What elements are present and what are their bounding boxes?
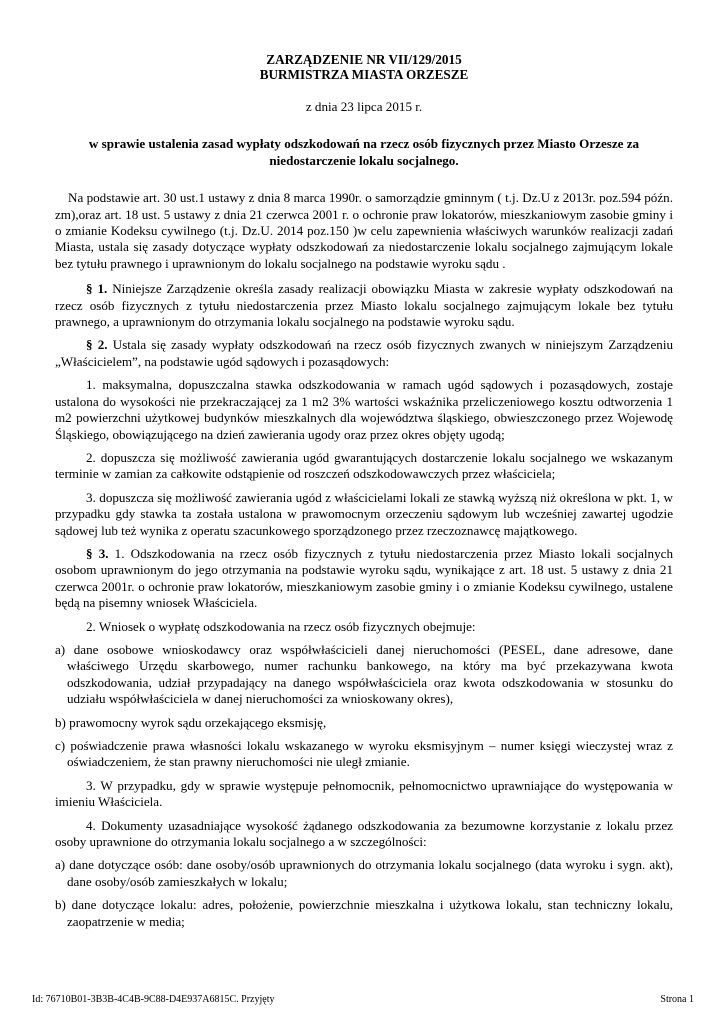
section-2-label: § 2. (86, 337, 108, 353)
document-page (55, 52, 673, 930)
title-line-1: ZARZĄDZENIE NR VII/129/2015 (266, 52, 462, 67)
section-3 (55, 546, 673, 612)
section-3-item-c: c) poświadczenie prawa własności lokalu wskazanego w wyroku eksmisyjnym – numer księgi wieczystej wraz z oświadczeniem, że stan prawny nieruchomości nie uległ zmianie. (55, 738, 673, 770)
document-date: z dnia 23 lipca 2015 r. (305, 99, 423, 114)
legal-basis-paragraph: Na podstawie art. 30 ust.1 ustawy z dnia 8 marca 1990r. o samorządzie gminnym ( t.j. Dz.U z 2013r. poz.594 późn. zm),oraz art. 18 ust. 5 ustawy z dnia 21 czerwca 2001 r. o ochronie praw lokatorów, mieszkaniowym zasobie gminy i o zmianie Kodeksu cywilnego (t.j. Dz.U. 2014 poz.150 )w celu zapewnienia właściwych warunków realizacji zadań Miasta, ustala się zasady dotyczące wypłaty odszkodowań za niedostarczenie lokalu socjalnego zajmującym lokale bez tytułu prawnego i uprawnionym do lokalu socjalnego na podstawie wyroku sądu . (55, 190, 673, 271)
section-3-point-4-item-b: b) dane dotyczące lokalu: adres, położenie, powierzchnie mieszkalna i użytkowa lokalu, stan techniczny lokalu, zaopatrzenie w media; (55, 897, 673, 929)
section-2 (55, 337, 673, 370)
document-id: Id: 76710B01-3B3B-4C4B-9C88-D4E937A6815C. Przyjęty (32, 994, 275, 1005)
section-3-point-4-item-a: a) dane dotyczące osób: dane osoby/osób uprawnionych do otrzymania lokalu socjalnego (data wyroku i sygn. akt), dane osoby/osób zamieszkałych w lokalu; (55, 857, 673, 889)
section-2-point-1: 1. maksymalna, dopuszczalna stawka odszkodowania w ramach ugód sądowych i pozasądowych, zostaje ustalona do wysokości nie przekraczającej za 1 m2 3% wartości wskaźnika przeliczeniowego kosztu odtworzenia 1 m2 powierzchni użytkowej budynków mieszkalnych dla województwa śląskiego, obwieszczonego przez Wojewodę Śląskiego, obowiązującego na dzień zawierania ugody oraz przez okres objęty ugodą; (55, 377, 673, 442)
page-number: Strona 1 (660, 994, 694, 1005)
section-2-point-3: 3. dopuszcza się możliwość zawierania ugód z właścicielami lokali ze stawką wyższą niż określona w pkt. 1, w przypadku gdy stawka ta została ustalona w prawomocnym orzeczeniu sądowym lub wcześniej zawartej ugodzie sądowej lub też wynika z operatu szacunkowego sporządzonego przez rzeczoznawcę majątkowego. (55, 489, 673, 538)
section-3-text: 1. Odszkodowania na rzecz osób fizycznych z tytułu niedostarczenia przez Miasto lokali socjalnych osobom uprawnionym do jego otrzymania na podstawie wyroku sądu, wynikające z art. 18 ust. 5 ustawy z dnia 21 czerwca 2001r. o ochronie praw lokatorów, mieszkaniowym zasobie gminy i o zmianie Kodeksu cywilnego, ustalene będą na pisemny wniosek Właściciela. (55, 545, 673, 611)
section-1 (55, 281, 673, 330)
document-subject: w sprawie ustalenia zasad wypłaty odszkodowań na rzecz osób fizycznych przez Miasto Orzesze za niedostarczenie lokalu socjalnego. (88, 136, 640, 168)
section-3-point-2: 2. Wniosek o wypłatę odszkodowania na rzecz osób fizycznych obejmuje: (86, 618, 476, 634)
section-3-label: § 3. (86, 545, 109, 561)
section-1-label: § 1. (86, 281, 108, 297)
section-3-point-4: 4. Dokumenty uzasadniające wysokość żądanego odszkodowania za bezumowne korzystanie z lokalu przez osoby uprawnione do otrzymania lokalu socjalnego a w szczególności: (55, 817, 673, 850)
section-1-text: Niniejsze Zarządzenie określa zasady realizacji obowiązku Miasta w zakresie wypłaty odszkodowań na rzecz osób fizycznych z tytułu niedostarczenia przez Miasto lokalu socjalnego zajmującym lokale bez tytułu prawnego, a uprawnionym do otrzymania lokalu socjalnego na podstawie wyroku sądu. (55, 281, 673, 330)
title-line-2: BURMISTRZA MIASTA ORZESZE (259, 67, 469, 82)
section-3-point-3: 3. W przypadku, gdy w sprawie występuje pełnomocnik, pełnomocnictwo uprawniające do występowania w imieniu Właściciela. (55, 777, 673, 810)
section-3-item-a: a) dane osobowe wnioskodawcy oraz współwłaścicieli danej nieruchomości (PESEL, dane adresowe, dane właściwego Urzędu skarbowego, numer rachunku bankowego, na który ma być przekazywana kwota odszkodowania, udział przypadający na danego współwłaściciela oraz kwota odszkodowania w stosunku do udziału współwłaściciela w danej nieruchomości za wnioskowany okres), (55, 641, 673, 707)
section-3-item-b: b) prawomocny wyrok sądu orzekającego eksmisję, (55, 714, 327, 730)
section-2-point-2: 2. dopuszcza się możliwość zawierania ugód gwarantujących dostarczenie lokalu socjalnego we wskazanym terminie w zamian za całkowite odstąpienie od roszczeń odszkodowawczych przez właściciela; (55, 449, 673, 482)
section-2-text: Ustala się zasady wypłaty odszkodowań na rzecz osób fizycznych zwanych w niniejszym Zarządzeniu „Właścicielem”, na podstawie ugód sądowych i pozasądowych: (55, 337, 674, 369)
